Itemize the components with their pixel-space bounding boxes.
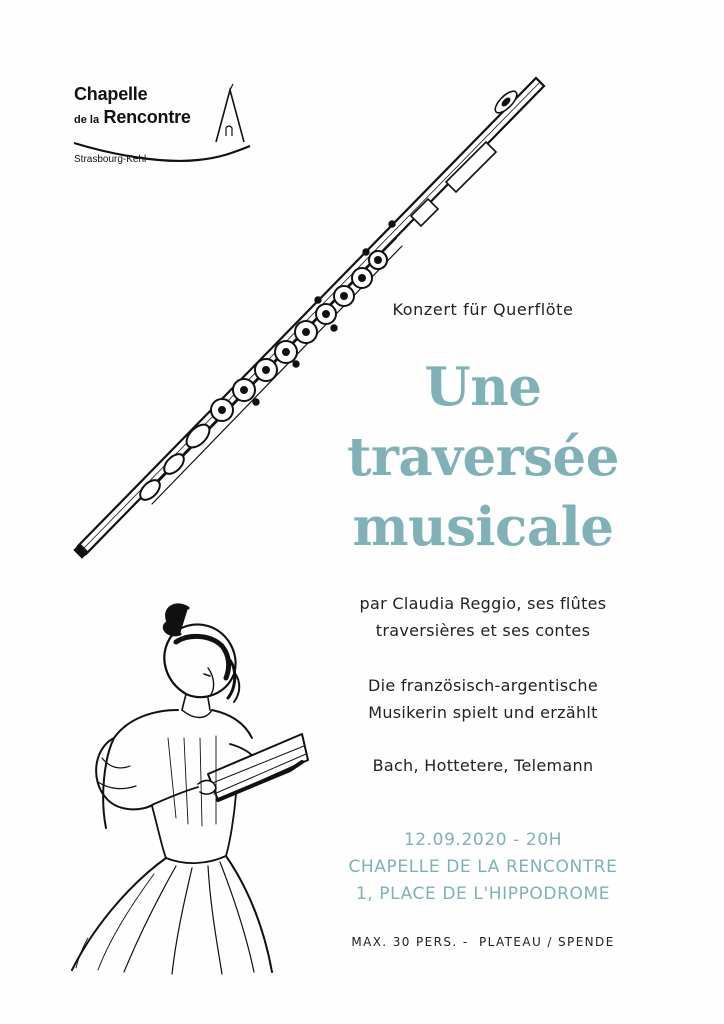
performer-description — [330, 590, 636, 644]
event-address: 1, PLACE DE L'HIPPODROME — [355, 884, 611, 904]
poster-subtitle: Konzert für Querflöte — [392, 300, 574, 319]
title-line-2: traversée — [347, 426, 619, 488]
woman-reading-illustration — [58, 598, 318, 978]
german-description — [330, 672, 636, 726]
logo-de-la: de la — [74, 114, 100, 126]
german-line-2: Musikerin spielt und erzählt — [368, 703, 598, 722]
performer-line-1: par Claudia Reggio, ses flûtes — [359, 594, 607, 613]
event-details — [330, 827, 636, 908]
poster-title — [330, 352, 636, 562]
german-line-1: Die französisch-argentische — [367, 676, 599, 695]
event-date: 12.09.2020 - 20H — [403, 830, 563, 850]
composers: Bach, Hottetere, Telemann — [372, 756, 594, 775]
title-line-1: Une — [424, 356, 542, 418]
logo-rencontre: Rencontre — [103, 107, 191, 127]
logo-line-chapelle: Chapelle — [74, 84, 148, 104]
title-line-3: musicale — [352, 496, 614, 558]
event-venue: CHAPELLE DE LA RENCONTRE — [348, 857, 618, 877]
poster-footer: MAX. 30 PERS. - PLATEAU / SPENDE — [351, 935, 615, 949]
logo-location: Strasbourg-Kehl — [74, 154, 147, 165]
performer-line-2: traversières et ses contes — [375, 621, 591, 640]
